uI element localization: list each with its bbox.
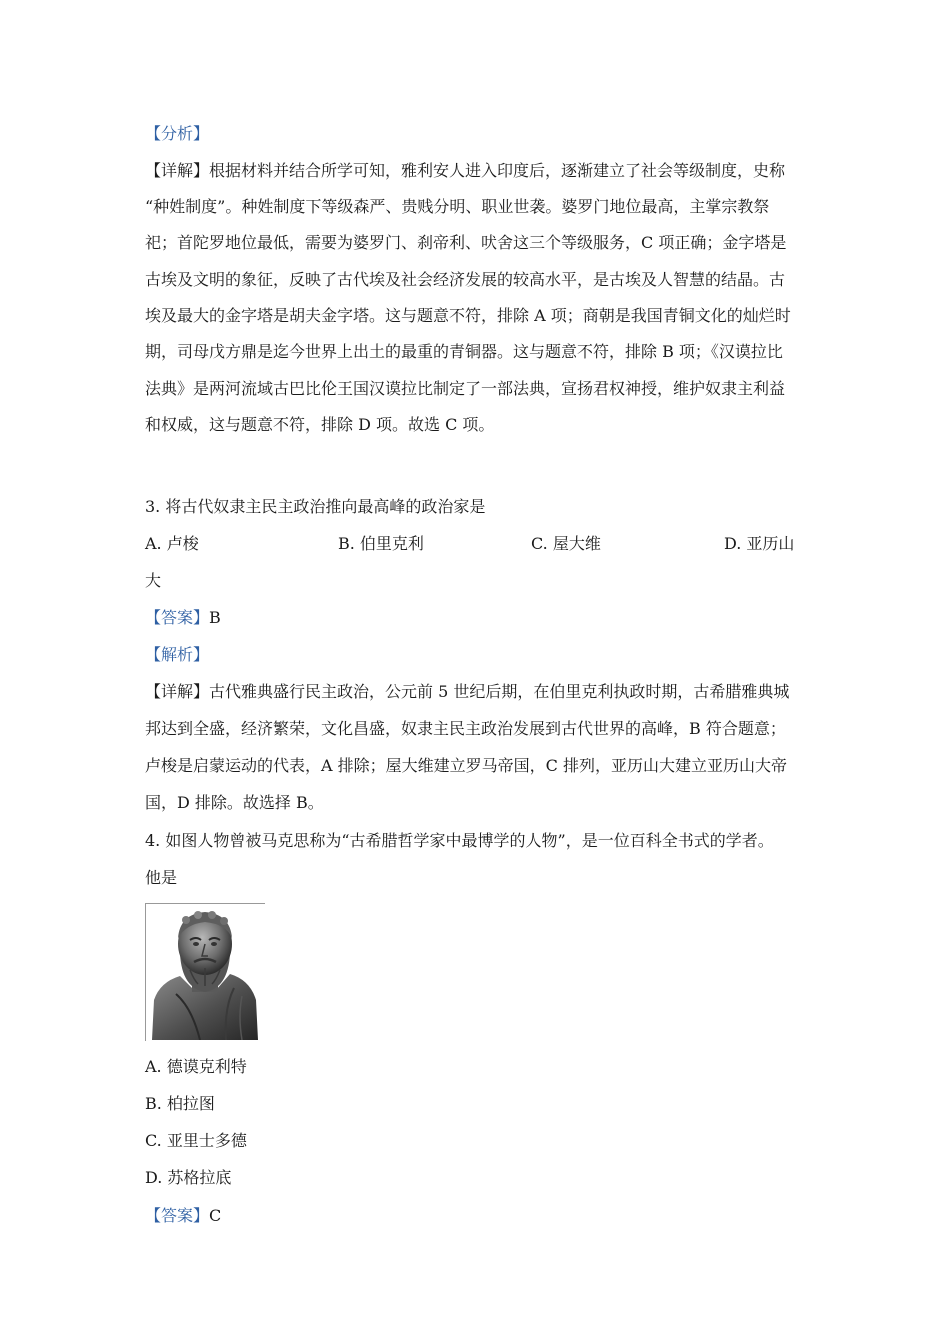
q3-answer-label: 【答案】: [145, 608, 210, 627]
analysis-detail-line-1: 【详解】根据材料并结合所学可知，雅利安人进入印度后，逐渐建立了社会等级制度，史称: [145, 161, 786, 180]
q3-option-c: C. 屋大维: [531, 534, 601, 553]
analysis-detail-line-8: 和权威，这与题意不符，排除 D 项。故选 C 项。: [145, 415, 495, 434]
q3-detail-line-3: 卢梭是启蒙运动的代表，A 排除；屋大维建立罗马帝国，C 排列，亚历山大建立亚历山大帝: [145, 756, 787, 775]
q3-answer-value: B: [209, 608, 221, 627]
q4-answer-label: 【答案】: [145, 1206, 210, 1225]
analysis-detail-line-3: 祀；首陀罗地位最低，需要为婆罗门、刹帝利、吠舍这三个等级服务，C 项正确；金字塔是: [145, 233, 787, 252]
analysis-detail-line-7: 法典》是两河流域古巴比伦王国汉谟拉比制定了一部法典，宣扬君权神授，维护奴隶主利益: [145, 379, 786, 398]
q4-answer: [145, 1206, 221, 1226]
q4-option-b: B. 柏拉图: [145, 1094, 215, 1113]
analysis-detail-line-5: 埃及最大的金字塔是胡夫金字塔。这与题意不符，排除 A 项；商朝是我国青铜文化的灿烂时: [145, 306, 791, 325]
q3-stem: 3. 将古代奴隶主民主政治推向最高峰的政治家是: [145, 497, 486, 516]
q4-option-c: C. 亚里士多德: [145, 1131, 247, 1150]
q4-stem-line-1: 4. 如图人物曾被马克思称为“古希腊哲学家中最博学的人物”，是一位百科全书式的学者。: [145, 831, 774, 850]
q3-option-d-wrap: 大: [145, 571, 162, 590]
analysis-detail-line-2: “种姓制度”。种姓制度下等级森严、贵贱分明、职业世袭。婆罗门地位最高，主掌宗教祭: [145, 197, 770, 216]
q3-detail-line-4: 国，D 排除。故选择 B。: [145, 793, 324, 812]
q4-answer-value: C: [209, 1206, 222, 1225]
q4-option-a: A. 德谟克利特: [145, 1057, 247, 1076]
q3-analysis-label: 【解析】: [145, 645, 210, 664]
analysis-detail-line-6: 期，司母戊方鼎是迄今世界上出土的最重的青铜器。这与题意不符，排除 B 项；《汉谟拉比: [145, 342, 783, 361]
analysis-heading: 【分析】: [145, 124, 210, 143]
q3-detail-line-1: 【详解】古代雅典盛行民主政治，公元前 5 世纪后期，在伯里克利执政时期，古希腊雅典城: [145, 682, 790, 701]
q4-option-d: D. 苏格拉底: [145, 1168, 232, 1187]
q3-answer: [145, 608, 221, 628]
greek-bust-portrait-icon: [145, 903, 265, 1041]
q4-stem-line-2: 他是: [145, 868, 178, 887]
q3-option-d: D. 亚历山: [724, 534, 795, 553]
q3-option-a: A. 卢梭: [145, 534, 199, 553]
q3-option-b: B. 伯里克利: [338, 534, 424, 553]
analysis-detail-line-4: 古埃及文明的象征，反映了古代埃及社会经济发展的较高水平，是古埃及人智慧的结晶。古: [145, 270, 786, 289]
q3-detail-line-2: 邦达到全盛，经济繁荣，文化昌盛，奴隶主民主政治发展到古代世界的高峰，B 符合题意；: [145, 719, 786, 738]
